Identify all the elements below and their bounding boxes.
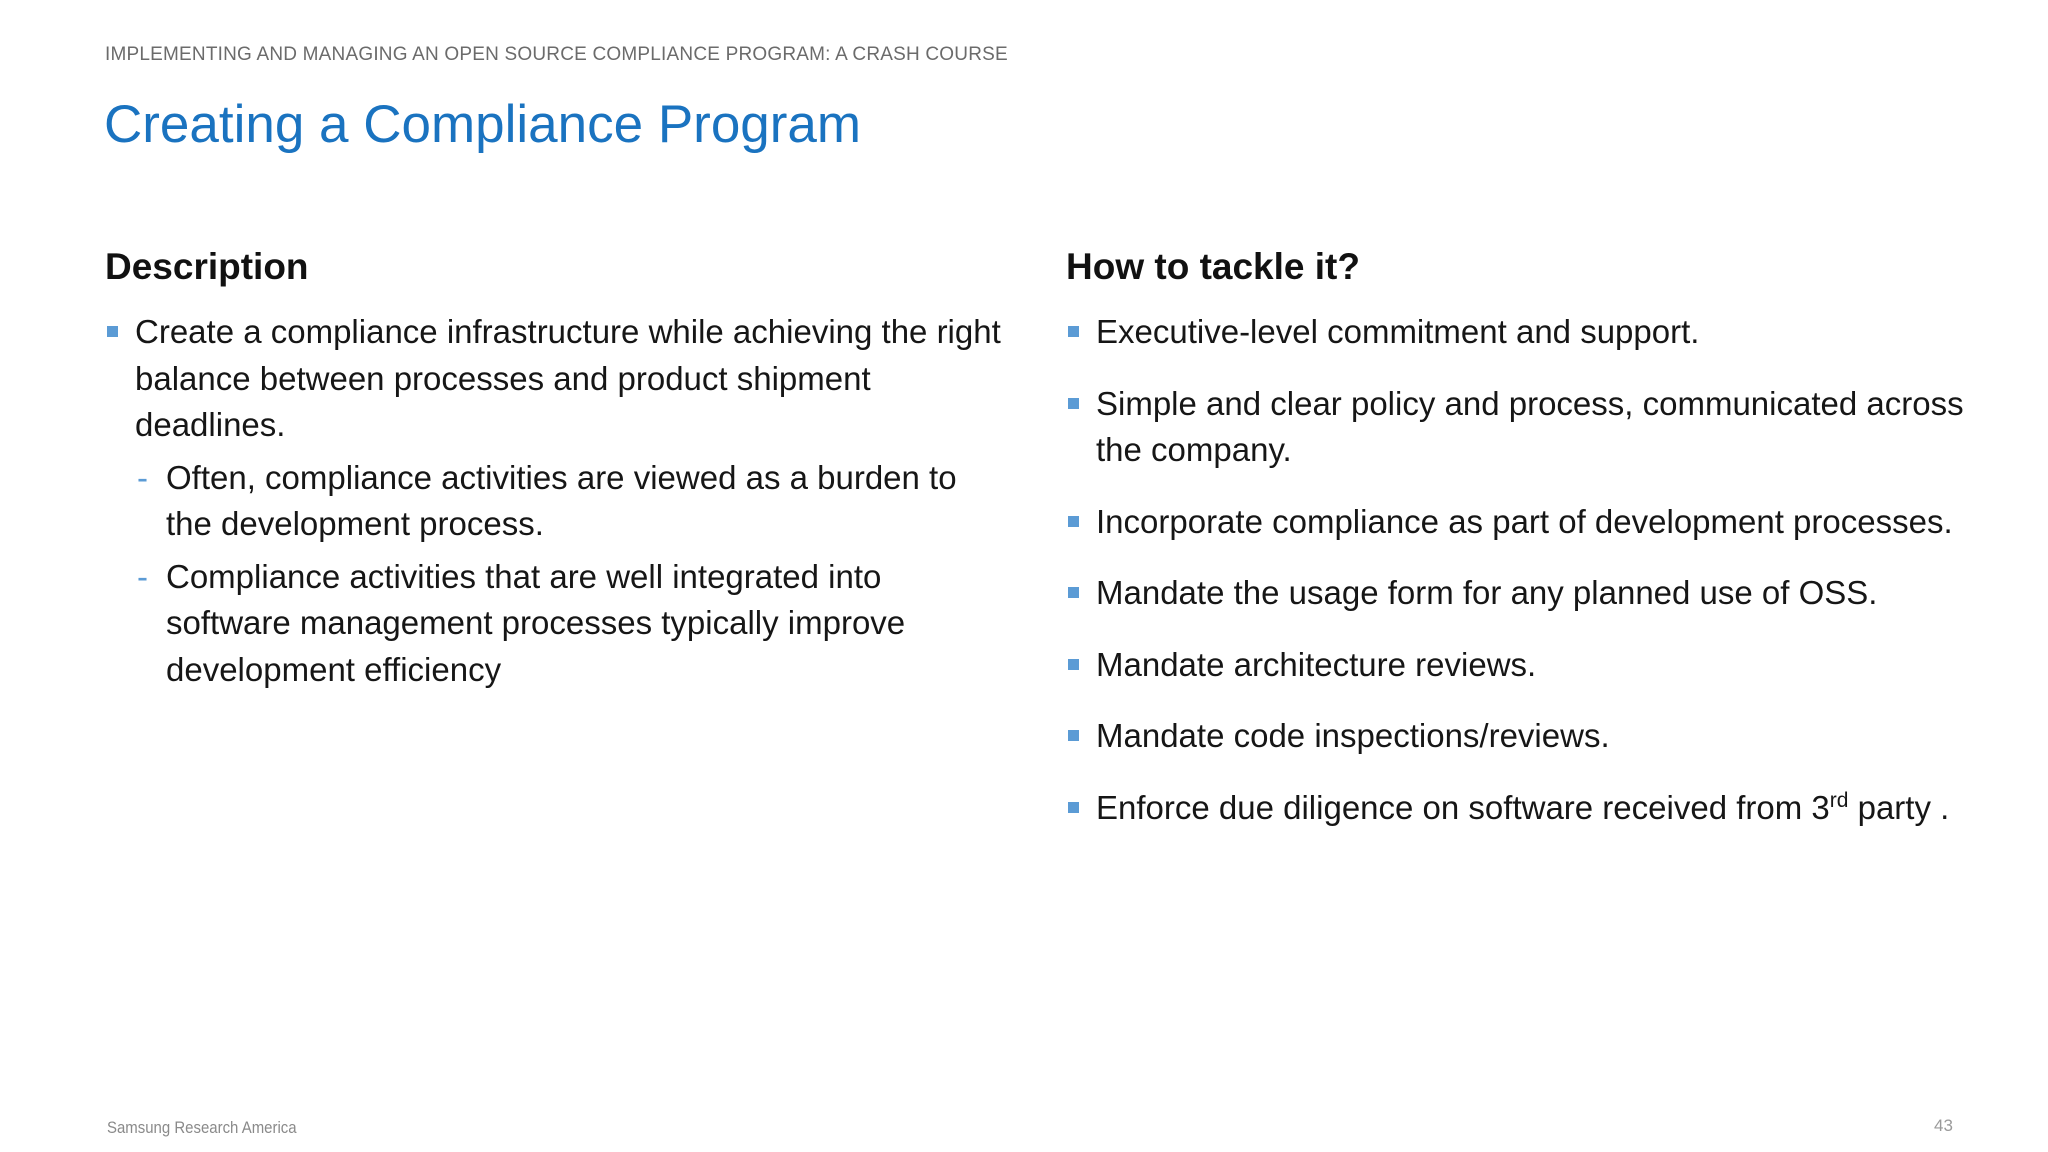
approach-bullet-text: Mandate architecture reviews. [1096, 645, 1537, 683]
square-bullet-icon [1068, 730, 1079, 741]
square-bullet-icon [1068, 398, 1079, 409]
slide-kicker: IMPLEMENTING AND MANAGING AN OPEN SOURCE COMPLIANCE PROGRAM: A CRASH COURSE [105, 44, 1008, 65]
square-bullet-icon [1068, 802, 1079, 813]
approach-bullet [1066, 713, 1966, 760]
description-bullet-text: Create a compliance infrastructure while achieving the right balance between processes and product shipment deadlines. [135, 313, 1001, 443]
approach-bullet-text: Executive-level commitment and support. [1096, 313, 1700, 350]
approach-bullet-text: Enforce due diligence on software received from 3 [1096, 788, 1830, 826]
description-list [105, 309, 1005, 693]
approach-bullet-text: Simple and clear policy and process, communicated across the company. [1096, 384, 1964, 468]
dash-bullet-icon: - [137, 557, 148, 595]
approach-bullet [1066, 785, 1966, 832]
square-bullet-icon [1068, 659, 1079, 670]
description-column [105, 245, 1005, 699]
footer-organization: Samsung Research America [107, 1118, 297, 1137]
approach-heading: How to tackle it? [1066, 246, 1360, 287]
approach-bullet [1066, 381, 1966, 474]
approach-bullet-text: Incorporate compliance as part of development processes. [1096, 502, 1953, 540]
description-bullet [105, 309, 1005, 693]
approach-bullet [1066, 570, 1966, 617]
approach-column [1066, 245, 1966, 856]
approach-list [1066, 309, 1966, 831]
page-number: 43 [1934, 1116, 1953, 1135]
approach-bullet-text: Mandate code inspections/reviews. [1096, 717, 1610, 754]
square-bullet-icon [1068, 326, 1079, 337]
approach-bullet [1066, 309, 1966, 356]
slide-title: Creating a Compliance Program [104, 95, 862, 154]
description-heading: Description [105, 246, 309, 287]
description-sub-item [135, 455, 1005, 548]
description-sub-list [135, 455, 1005, 694]
approach-bullet [1066, 642, 1966, 689]
description-sub-item-text: Often, compliance activities are viewed as a burden to the development process. [166, 458, 957, 542]
dash-bullet-icon: - [137, 458, 148, 496]
approach-bullet-tail: party . [1848, 788, 1950, 826]
approach-bullet [1066, 499, 1966, 546]
superscript-ordinal: rd [1829, 788, 1849, 812]
description-sub-item [135, 554, 1005, 694]
approach-bullet-text: Mandate the usage form for any planned use of OSS. [1096, 574, 1878, 611]
square-bullet-icon [1068, 516, 1079, 527]
description-sub-item-text: Compliance activities that are well integrated into software management processes typically improve development efficiency [166, 557, 906, 688]
square-bullet-icon [1068, 587, 1079, 598]
square-bullet-icon [107, 326, 118, 337]
